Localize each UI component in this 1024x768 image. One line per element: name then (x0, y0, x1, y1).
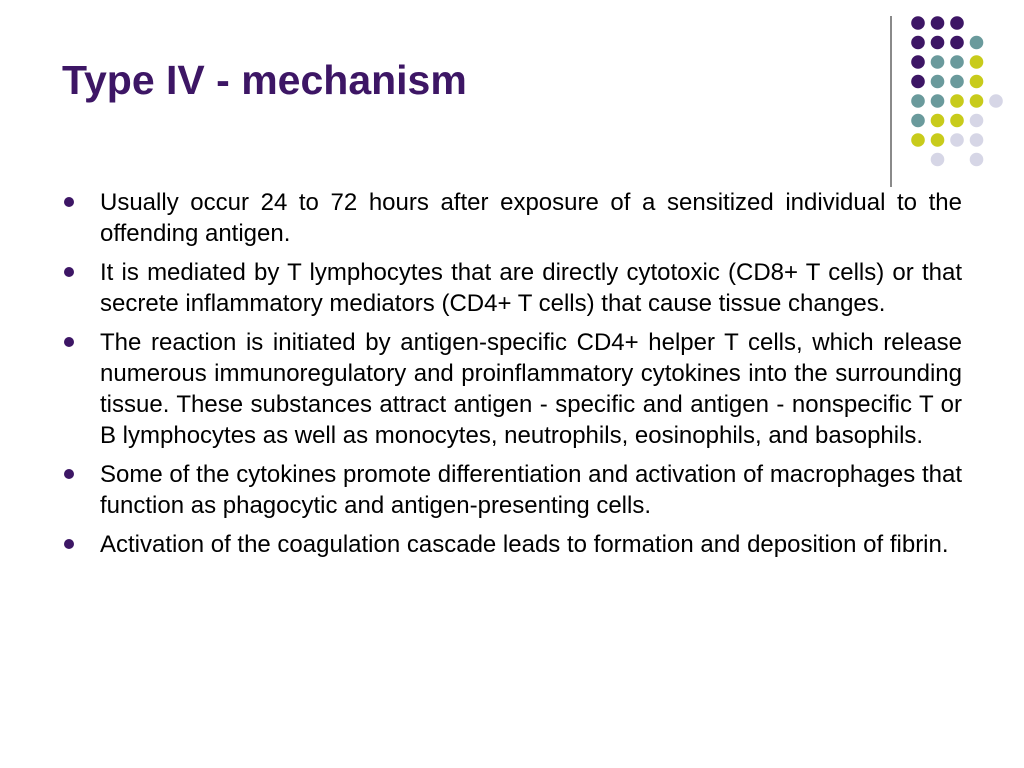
bullet-marker-icon (64, 267, 74, 277)
decorative-dot (911, 55, 925, 69)
decorative-dot (931, 133, 945, 147)
decorative-dot (911, 94, 925, 108)
decorative-dot (911, 16, 925, 30)
decorative-dot (970, 75, 984, 89)
bullet-text: Activation of the coagulation cascade leads to formation and deposition of fibrin. (100, 531, 949, 558)
bullet-item (62, 257, 962, 319)
bullet-item (62, 459, 962, 521)
decorative-dot (931, 36, 945, 50)
decorative-dot (970, 133, 984, 147)
decorative-dot (911, 75, 925, 89)
decorative-dot (931, 114, 945, 128)
decorative-dot (911, 114, 925, 128)
decorative-dot (989, 94, 1003, 108)
decorative-dot (950, 114, 964, 128)
bullet-marker-icon (64, 197, 74, 207)
bullet-item (62, 327, 962, 451)
bullet-list (62, 187, 962, 568)
decorative-dot (970, 55, 984, 69)
slide-title: Type IV - mechanism (62, 57, 467, 103)
bullet-text: Usually occur 24 to 72 hours after exposure of a sensitized individual to the offending antigen. (100, 189, 962, 247)
decorative-dot (970, 153, 984, 167)
decorative-dot (970, 36, 984, 50)
decorative-dot (931, 94, 945, 108)
decorative-dot (950, 75, 964, 89)
decorative-dot (931, 55, 945, 69)
title-divider-line (890, 16, 892, 187)
decorative-dot (950, 94, 964, 108)
bullet-item (62, 529, 962, 560)
decorative-dot (950, 133, 964, 147)
decorative-dot (911, 133, 925, 147)
decorative-dot (970, 94, 984, 108)
decorative-dot (931, 75, 945, 89)
decorative-dot (931, 16, 945, 30)
bullet-text: It is mediated by T lymphocytes that are directly cytotoxic (CD8+ T cells) or that secrete inflammatory mediators (CD4+ T cells) that cause tissue changes. (100, 259, 962, 317)
bullet-marker-icon (64, 469, 74, 479)
bullet-text: The reaction is initiated by antigen-specific CD4+ helper T cells, which release numerous immunoregulatory and proinflammatory cytokines into the surrounding tissue. These substances attract antigen - specific and antigen - nonspecific T or B lymphocytes as well as monocytes, neutrophils, eosinophils, and basophils. (100, 329, 962, 449)
bullet-text: Some of the cytokines promote differentiation and activation of macrophages that function as phagocytic and antigen-presenting cells. (100, 461, 962, 519)
decorative-dot (950, 55, 964, 69)
bullet-marker-icon (64, 539, 74, 549)
decorative-dot (950, 36, 964, 50)
decorative-dot (950, 16, 964, 30)
bullet-item (62, 187, 962, 249)
decorative-dot (970, 114, 984, 128)
bullet-marker-icon (64, 337, 74, 347)
decorative-dot (911, 36, 925, 50)
decorative-dot (931, 153, 945, 167)
